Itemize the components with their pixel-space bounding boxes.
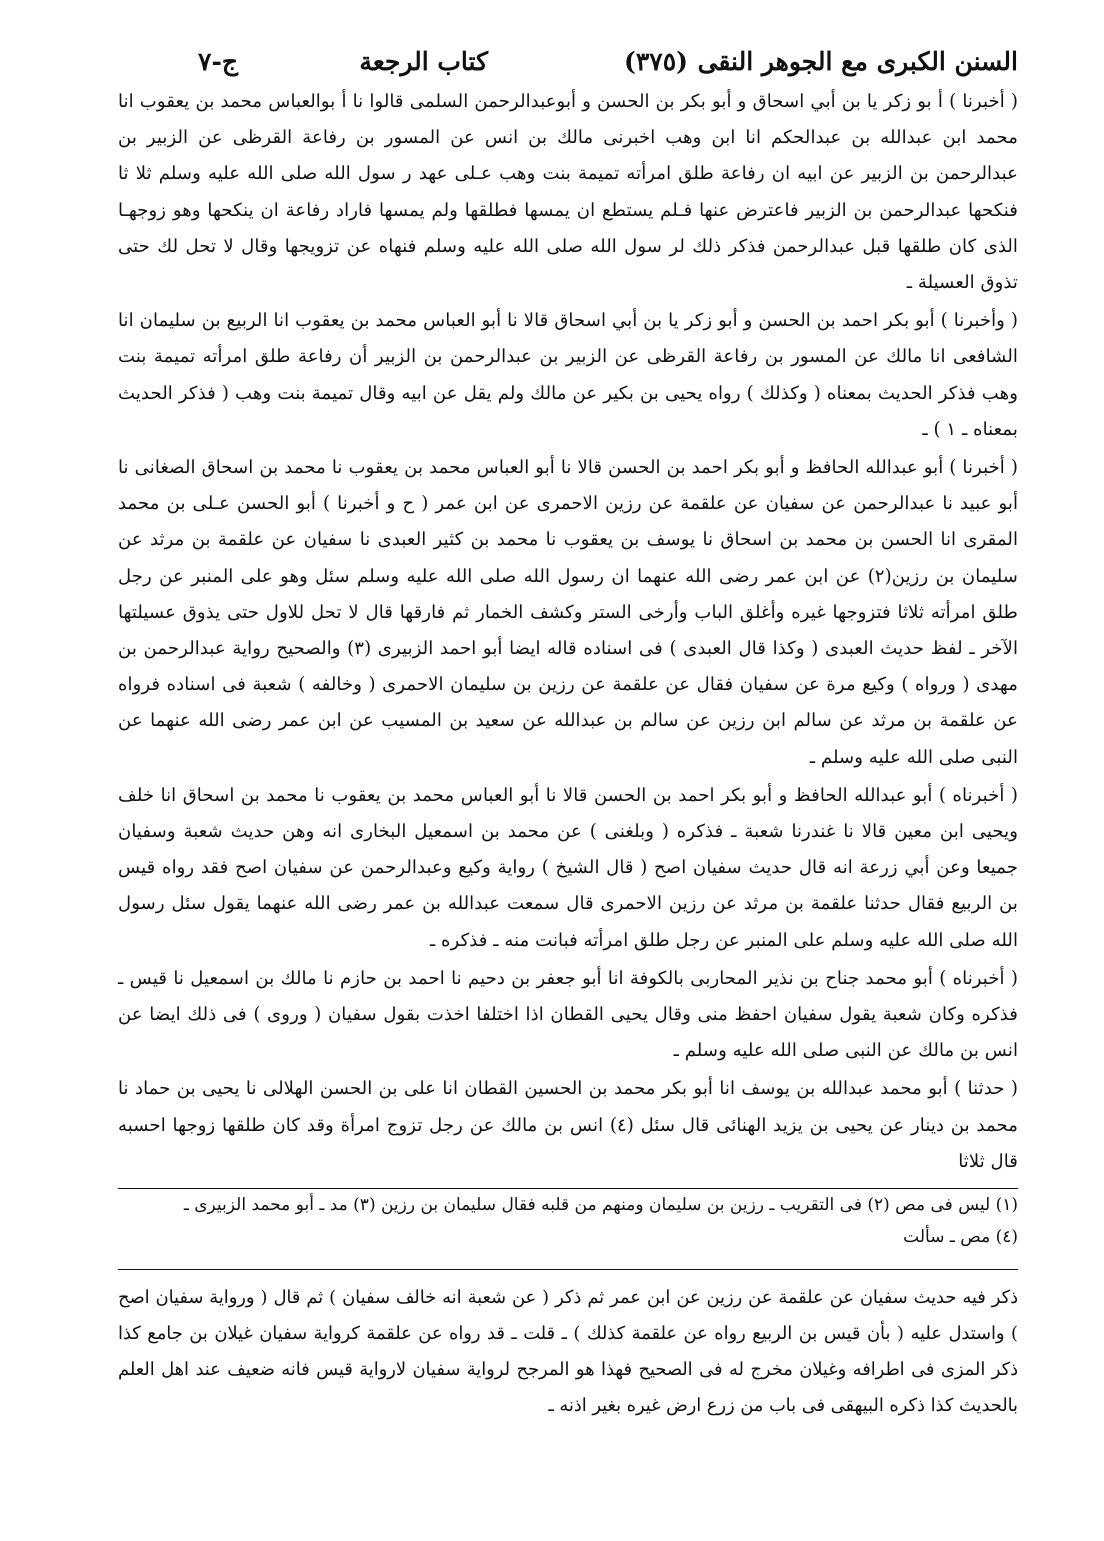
- paragraph: ( وأخبرنا ) أبو بكر احمد بن الحسن و أبو زكر يا بن أبي اسحاق قالا نا أبو العباس محمد بن يعقوب انا الربيع بن سليمان انا الشافعى انا مالك عن المسور بن رفاعة القرظى عن الزبير بن عبدالرحمن بن الزبير أن رفاعة طلق امرأته تميمة بنت وهب فذكر الحديث بمعناه ( وكذلك ) رواه يحيى بن بكير عن مالك ولم يقل عن ابيه وقال تميمة بنت وهب ( فذكر الحديث بمعناه ـ ١ ) ـ: [118, 310, 1018, 440]
- footnote-line: (١) ليس فى مص (٢) فى التقريب ـ رزين بن سليمان ومنهم من قلبه فقال سليمان بن رزين (٣) مد ـ أبو محمد الزبيرى ـ: [183, 1195, 1018, 1216]
- footnotes: [118, 1189, 1018, 1253]
- paragraph: ( أخبرنا ) أ بو زكر يا بن أبي اسحاق و أبو بكر بن الحسن و أبوعبدالرحمن السلمى قالوا نا أ بوالعباس محمد بن يعقوب انا محمد ابن عبدالله بن عبدالحكم انا ابن وهب اخبرنى مالك بن انس عن المسور بن رفاعة القرظى عن الزبير بن عبدالرحمن بن الزبير عن ابيه ان رفاعة طلق امرأته تميمة بنت وهب عـلى عهد ر سول الله صلى الله عليه وسلم ثلا ثا فنكحها عبدالرحمن بن الزبير فاعترض عنها فـلم يستطع ان يمسها فطلقها ولم يمسها فاراد رفاعة ان ينكحها وهو زوجهـا الذى كان طلقها قبل عبدالرحمن فذكر ذلك لر سول الله صلى الله عليه وسلم فنهاه عن تزويجها وقال لا تحل لك حتى تذوق العسيلة ـ: [118, 91, 1018, 294]
- page-number: (٣٧٥): [624, 47, 688, 76]
- commentary-paragraph: ذكر فيه حديث سفيان عن علقمة عن رزين عن ابن عمر ثم ذكر ( عن شعبة انه خالف سفيان ) ثم قال ( ورواية سفيان اصح ) واستدل عليه ( بأن قيس بن الربيع رواه عن علقمة كذلك ) ـ قلت ـ قد رواه عن علقمة كرواية سفيان غيلان بن جامع كذا ذكر المزى فى اطرافه وغيلان مخرج له فى الصحيح فهذا هو المرجح لرواية سفيان لارواية قيس فانه ضعيف عند اهل العلم بالحديث كذا ذكره البيهقى فى باب من زرع ارض غيره بغير اذنه ـ: [118, 1287, 1018, 1417]
- commentary-divider: [118, 1269, 1018, 1270]
- chapter-title: كتاب الرجعة: [359, 47, 488, 76]
- footnote-line: (٤) مص ـ سألت: [903, 1227, 1018, 1248]
- paragraph: ( أخبرناه ) أبو عبدالله الحافظ و أبو بكر احمد بن الحسن قالا نا أبو العباس محمد بن يعقوب نا محمد بن اسحاق انا خلف ويحيى ابن معين قالا نا غندرنا شعبة ـ فذكره ( وبلغنى ) عن محمد بن اسمعيل البخارى انه وهن حديث شعبة وسفيان جميعا وعن أبي زرعة انه قال حديث سفيان اصح ( قال الشيخ ) رواية وكيع وعبدالرحمن عن سفيان اصح فقد رواه قيس بن الربيع فقال حدثنا علقمة بن مرثد عن رزين الاحمرى قال سمعت عبدالله بن عمر رضى الله عنهما يقول سئل رسول الله صلى الله عليه وسلم على المنبر عن رجل طلق امرأته فبانت منه ـ فذكره ـ: [118, 784, 1018, 951]
- volume-label: ج-٧: [198, 47, 238, 76]
- paragraph: ( حدثنا ) أبو محمد عبدالله بن يوسف انا أبو بكر محمد بن الحسين القطان انا على بن الحسن الهلالى نا يحيى بن حماد نا محمد بن دينار عن يحيى بن يزيد الهنائى قال سئل (٤) انس بن مالك عن رجل تزوج امرأة وقد كان طلقها زوجها احسبه قال ثلاثا: [118, 1078, 1018, 1172]
- page-header: [118, 40, 1018, 84]
- main-text: [118, 84, 1018, 1180]
- paragraph: ( أخبرنا ) أبو عبدالله الحافظ و أبو بكر احمد بن الحسن قالا نا أبو العباس محمد بن يعقوب نا محمد بن اسحاق الصغانى نا أبو عبيد نا عبدالرحمن عن سفيان عن علقمة عن رزين الاحمرى عن ابن عمر ( ح و أخبرنا ) أبو الحسن عـلى بن محمد المقرى انا الحسن بن محمد بن اسحاق نا يوسف بن يعقوب نا محمد بن كثير العبدى نا سفيان عن علقمة بن مرثد عن سليمان بن رزين(٢) عن ابن عمر رضى الله عنهما ان رسول الله صلى الله عليه وسلم سئل وهو على المنبر عن رجل طلق امرأته ثلاثا فتزوجها غيره وأغلق الباب وأرخى الستر وكشف الخمار ثم فارقها قال لا تحل للاول حتى يذوق عسيلتها الآخر ـ لفظ حديث العبدى ( وكذا قال العبدى ) فى اسناده قاله ايضا أبو احمد الزبيرى (٣) والصحيح رواية عبدالرحمن بن مهدى ( ورواه ) وكيع مرة عن سفيان فقال عن علقمة عن رزين بن سليمان الاحمرى ( وخالفه ) شعبة فى اسناده فرواه عن علقمة بن مرثد عن سالم ابن رزين عن سالم بن عبدالله عن سعيد بن المسيب عن ابن عمر رضى الله عنهما عن النبى صلى الله عليه وسلم ـ: [118, 457, 1019, 768]
- document-page: [118, 40, 1018, 1500]
- paragraph: ( أخبرناه ) أبو محمد جناح بن نذير المحاربى بالكوفة انا أبو جعفر بن دحيم نا احمد بن حازم نا مالك بن اسمعيل نا قيس ـ فذكره وكان شعبة يقول سفيان احفظ منى وقال يحيى القطان اذا اختلفا اخذت بقول سفيان ( وروى ) فى ذلك ايضا عن انس بن مالك عن النبى صلى الله عليه وسلم ـ: [118, 967, 1018, 1062]
- commentary-section: [118, 1280, 1018, 1424]
- book-title: السنن الكبرى مع الجوهر النقى: [697, 47, 1018, 76]
